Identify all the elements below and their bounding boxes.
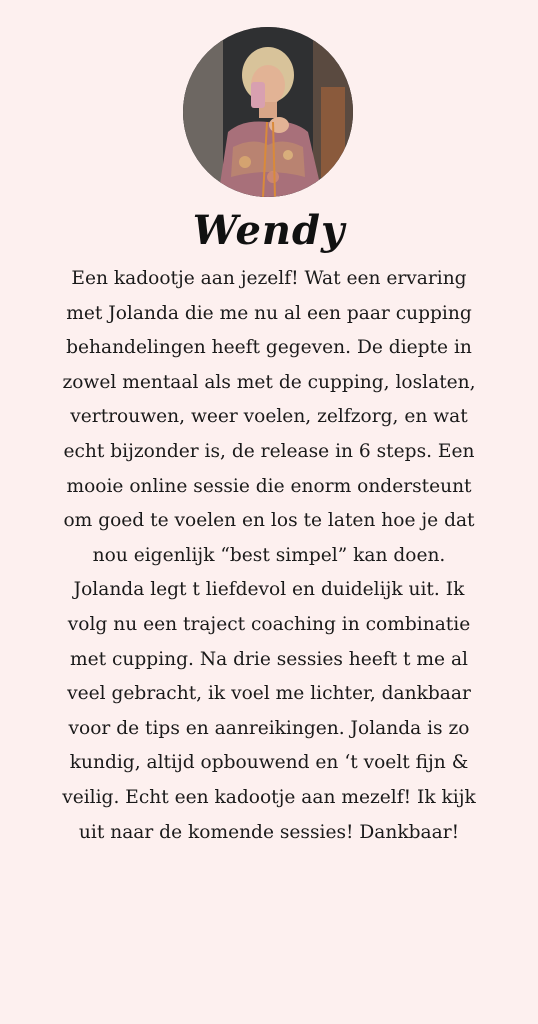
testimonial-line: volg nu een traject coaching in combinatie — [67, 613, 471, 635]
avatar-photo — [183, 27, 353, 197]
avatar — [183, 27, 353, 197]
testimonial-line: kundig, altijd opbouwend en ‘t voelt fijn & — [69, 752, 469, 774]
testimonial-line: met cupping. Na drie sessies heeft t me al — [69, 648, 468, 670]
testimonial-line: voor de tips en aanreikingen. Jolanda is zo — [68, 717, 470, 739]
author-name: Wendy — [192, 207, 346, 254]
testimonial-line: veilig. Echt een kadootje aan mezelf! Ik kijk — [62, 786, 476, 808]
testimonial-line: Jolanda legt t liefdevol en duidelijk uit. Ik — [73, 579, 465, 601]
testimonial-line: behandelingen heeft gegeven. De diepte in — [66, 337, 472, 359]
testimonial-line: nou eigenlijk “best simpel” kan doen. — [92, 544, 446, 566]
testimonial-line: veel gebracht, ik voel me lichter, dankbaar — [67, 683, 471, 705]
testimonial-line: met Jolanda die me nu al een paar cupping — [66, 302, 472, 324]
testimonial-text — [22, 262, 516, 850]
testimonial-line: mooie online sessie die enorm ondersteunt — [66, 475, 472, 497]
testimonial-line: zowel mentaal als met de cupping, loslaten, — [62, 371, 476, 393]
testimonial-line: om goed te voelen en los te laten hoe je dat — [63, 510, 475, 532]
testimonial-line: Een kadootje aan jezelf! Wat een ervaring — [71, 268, 467, 289]
testimonial-line: vertrouwen, weer voelen, zelfzorg, en wat — [70, 406, 468, 428]
testimonial-line: echt bijzonder is, de release in 6 steps. Een — [63, 440, 475, 462]
testimonial-line: uit naar de komende sessies! Dankbaar! — [78, 821, 460, 843]
